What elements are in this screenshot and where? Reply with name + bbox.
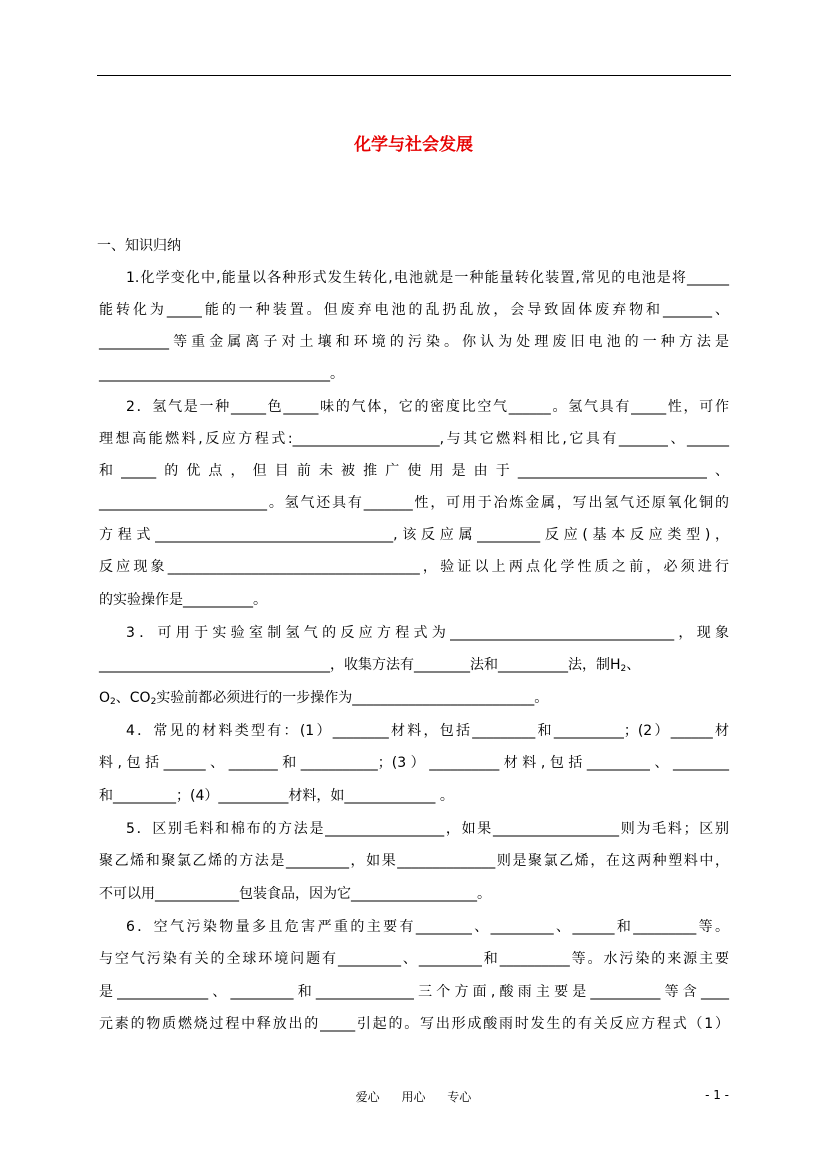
text-line: 不可以用____________包装食品，因为它__________________。 <box>99 886 491 902</box>
text-line: 元素的物质燃烧过程中释放出的_____引起的。写出形成酸雨时发生的有关反应方程式（1） <box>99 1016 729 1032</box>
subscript: 2 <box>110 697 116 707</box>
text-line: 3．可用于实验室制氢气的反应方程式为________________________________，现象 <box>126 625 729 641</box>
line-text: 、CO <box>115 690 151 706</box>
text-line: 和_________；(4）__________材料，如_____________ 。 <box>99 788 454 804</box>
line-text: 实验前都必须进行的一步操作为__________________________。 <box>156 690 549 706</box>
text-line: 5．区别毛料和棉布的方法是_________________，如果__________________则为毛料；区别 <box>126 821 729 837</box>
section-heading: 一、知识归纳 <box>97 238 181 254</box>
text-line: 方程式__________________________________,该反应属_________反应(基本反应类型)， <box>99 527 729 543</box>
line-text: O <box>99 690 111 706</box>
text-line <box>99 655 729 679</box>
header-rule <box>97 75 731 76</box>
text-line: 理想高能燃料,反应方程式:_____________________,与其它燃料相比,它具有_______、______ <box>99 431 729 447</box>
text-line: 反应现象____________________________________，验证以上两点化学性质之前，必须进行 <box>99 559 729 575</box>
text-line: 料,包括______、_______和___________；(3）__________材料,包括_________、________ <box>99 755 729 771</box>
text-line: 6．空气污染物量多且危害严重的主要有________、_________、______和_________等。 <box>126 919 729 935</box>
text-line: 的实验操作是__________。 <box>99 592 267 608</box>
page-title: 化学与社会发展 <box>354 135 473 155</box>
text-line: 和_____的优点，但目前未被推广使用是由于___________________________、 <box>99 463 729 479</box>
text-line: ________________________。氢气还具有_______性，可用于冶炼金属，写出氢气还原氧化铜的 <box>99 495 729 511</box>
text-line: 能转化为_____能的一种装置。但废弃电池的乱扔乱放，会导致固体废弃物和_______、 <box>99 302 729 318</box>
text-line: 聚乙烯和聚氯乙烯的方法是_________，如果______________则是聚氯乙烯，在这两种塑料中， <box>99 853 729 869</box>
text-line: _________________________________。 <box>99 366 344 382</box>
page-number: - 1 - <box>705 1088 729 1102</box>
footer-motto: 爱心 用心 专心 <box>355 1090 472 1104</box>
subscript: 2 <box>620 664 627 674</box>
line-text: 、 <box>626 657 641 673</box>
text-line: 与空气污染有关的全球环境问题有_________、_________和__________等。水污染的来源主要 <box>99 951 729 967</box>
text-line <box>99 688 729 712</box>
text-line: 4．常见的材料类型有：(1）________材料，包括_________和__________；(2）______材 <box>126 723 729 739</box>
line-text: _________________________________，收集方法有________法和__________法，制H <box>99 657 621 673</box>
text-line: 1.化学变化中,能量以各种形式发生转化,电池就是一种能量转化装置,常见的电池是将______ <box>126 270 729 286</box>
subscript: 2 <box>150 697 157 707</box>
text-line: __________等重金属离子对土壤和环境的污染。你认为处理废旧电池的一种方法是 <box>99 334 729 350</box>
text-line: 是_____________、_________和______________三个方面,酸雨主要是__________等含____ <box>99 984 729 1000</box>
text-line: 2．氢气是一种_____色_____味的气体，它的密度比空气______。氢气具有_____性，可作 <box>126 399 729 415</box>
